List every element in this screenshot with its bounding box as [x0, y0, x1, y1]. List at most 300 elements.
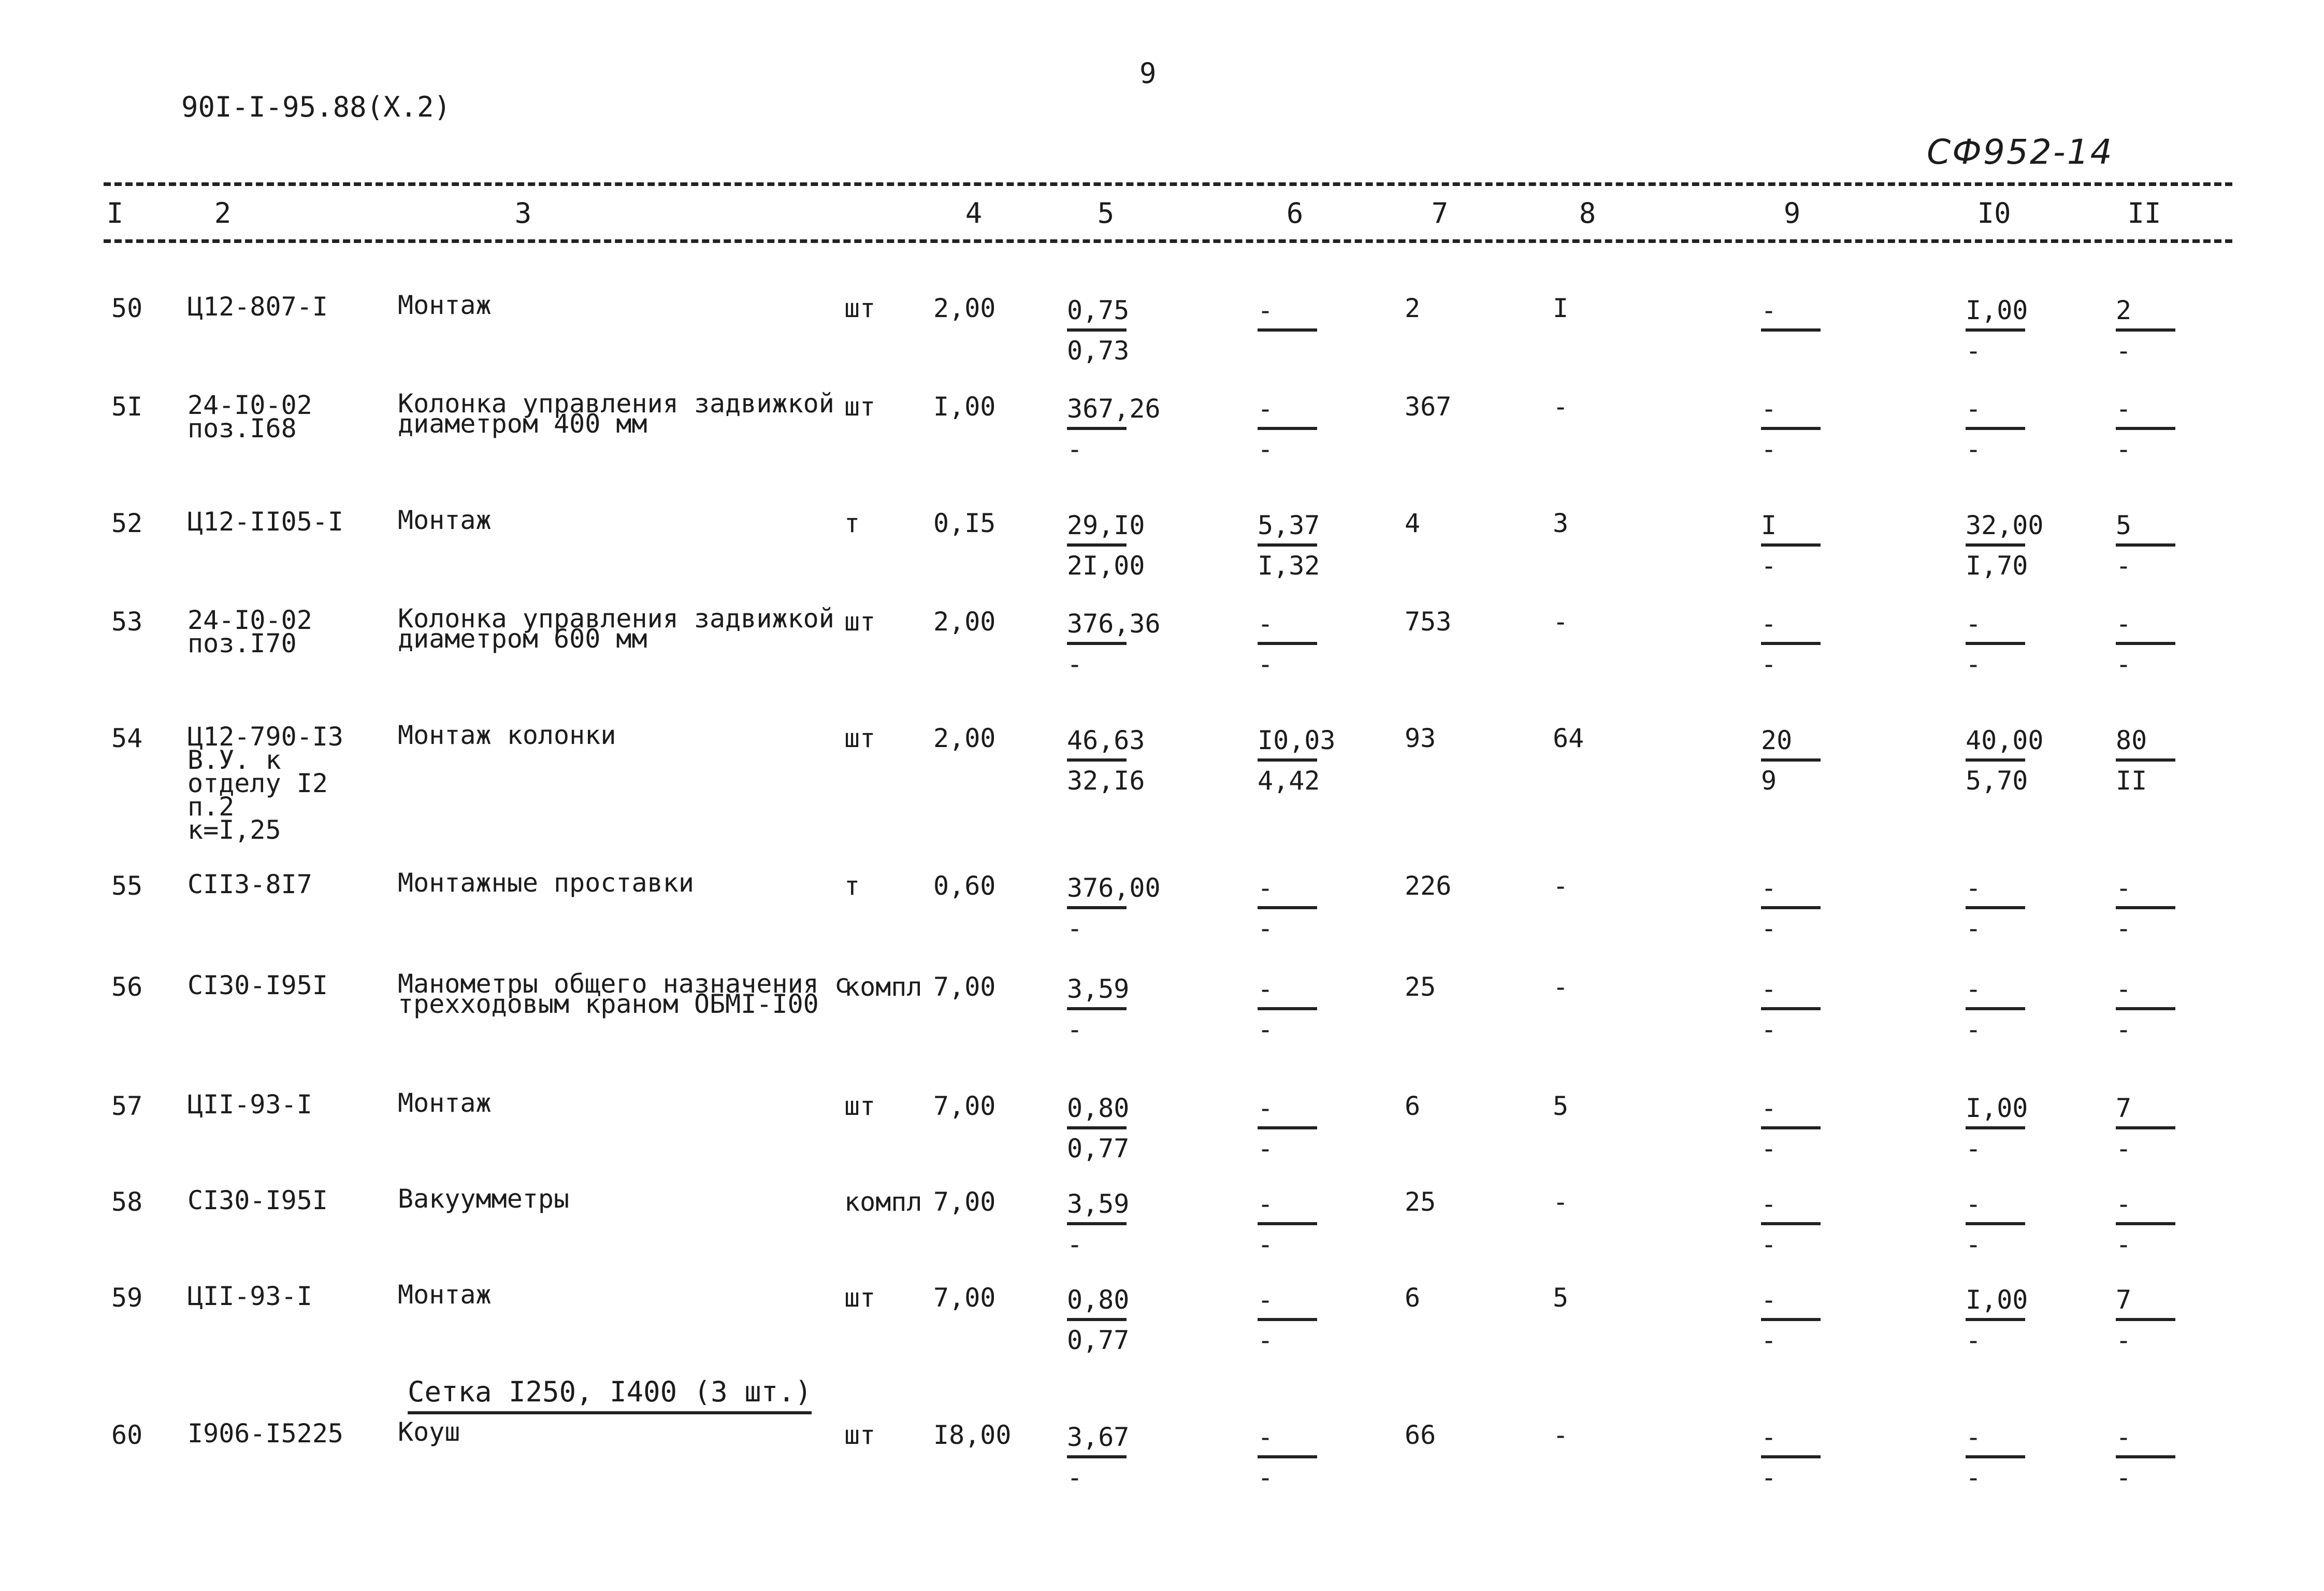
col9-value-denominator: - [1761, 551, 1777, 581]
col10-value-denominator: - [1966, 1014, 1982, 1044]
col10-value [1966, 1189, 2038, 1259]
col11-value-numerator: - [2116, 974, 2132, 1004]
col8-value: - [1553, 1187, 1569, 1217]
col5-value-numerator: 376,00 [1067, 873, 1161, 903]
col6-value [1258, 1189, 1330, 1259]
quantity: 0,60 [933, 871, 996, 901]
quantity: I8,00 [933, 1420, 1012, 1450]
work-name: Монтаж [398, 1088, 492, 1118]
col6-value-denominator: I,32 [1258, 551, 1320, 581]
col10-value-numerator: - [1966, 609, 1982, 639]
col10-value-numerator: - [1966, 873, 1982, 903]
col9-value-numerator: - [1761, 1285, 1777, 1315]
row-number: 58 [111, 1187, 143, 1217]
col11-value-fraction-bar [2116, 1126, 2175, 1129]
col9-value [1761, 1422, 1834, 1493]
col8-value: - [1553, 392, 1569, 422]
col5-value-denominator: - [1067, 1014, 1083, 1044]
col9-value-numerator: - [1761, 295, 1777, 325]
column-header-10: I0 [1977, 197, 2011, 230]
col9-value [1761, 725, 1834, 796]
col6-value [1258, 974, 1330, 1044]
price-code: 24-I0-02 поз.I68 [187, 390, 312, 443]
col5-value-fraction-bar [1067, 642, 1127, 645]
col11-value-numerator: - [2116, 394, 2132, 424]
col5-value [1067, 510, 1145, 581]
col5-value-denominator: - [1067, 649, 1083, 679]
col9-value [1761, 873, 1834, 943]
row-number: 55 [111, 871, 143, 901]
col6-value [1258, 394, 1330, 464]
col9-value-denominator: - [1761, 1229, 1777, 1259]
col6-value-fraction-bar [1258, 328, 1317, 332]
col11-value-fraction-bar [2116, 328, 2175, 332]
quantity: 0,I5 [933, 508, 996, 538]
col11-value [2116, 295, 2188, 366]
col8-value: - [1553, 1420, 1569, 1450]
col11-value-denominator: - [2116, 551, 2132, 581]
col5-value [1067, 1285, 1139, 1355]
col5-value [1067, 1422, 1139, 1493]
quantity: 7,00 [933, 1091, 996, 1121]
col9-value [1761, 609, 1834, 679]
unit: шт [844, 1283, 876, 1313]
col11-value-fraction-bar [2116, 1222, 2175, 1225]
col6-value-numerator: - [1258, 1189, 1274, 1219]
price-code: Ц12-II05-I [187, 507, 344, 537]
col6-value-denominator: - [1258, 649, 1274, 679]
col11-value-numerator: 7 [2116, 1285, 2132, 1315]
col5-value-denominator: 0,77 [1067, 1325, 1130, 1355]
col9-value-numerator: - [1761, 394, 1777, 424]
col6-value-numerator: - [1258, 1093, 1274, 1123]
col11-value-fraction-bar [2116, 758, 2175, 762]
handwritten-stamp-code: СФ952-14 [1927, 132, 2114, 172]
col11-value-fraction-bar [2116, 427, 2175, 430]
col11-value-fraction-bar [2116, 1455, 2175, 1458]
col11-value-denominator: - [2116, 649, 2132, 679]
col6-value-numerator: I0,03 [1258, 725, 1336, 755]
column-header-2: 2 [214, 197, 232, 230]
col5-value [1067, 295, 1139, 366]
col8-value: 3 [1553, 508, 1569, 538]
col5-value [1067, 1189, 1139, 1259]
col11-value-fraction-bar [2116, 543, 2175, 547]
col11-value-denominator: - [2116, 1134, 2132, 1164]
col10-value-denominator: - [1966, 336, 1982, 366]
col11-value [2116, 1285, 2188, 1355]
quantity: 7,00 [933, 1187, 996, 1217]
col5-value-numerator: 367,26 [1067, 394, 1161, 424]
col7-value: 6 [1405, 1283, 1421, 1313]
col8-value: - [1553, 607, 1569, 637]
work-name: Колонка управления задвижкой диаметром 400 мм [398, 389, 834, 439]
col7-value: 25 [1405, 1187, 1436, 1217]
col9-value-denominator: - [1761, 1014, 1777, 1044]
col10-value-denominator: - [1966, 434, 1982, 464]
col8-value: 5 [1553, 1283, 1569, 1313]
price-code: СII3-8I7 [187, 869, 312, 899]
col10-value [1966, 1093, 2038, 1164]
col10-value-denominator: - [1966, 1463, 1982, 1493]
column-header-1: I [106, 197, 124, 230]
quantity: 2,00 [933, 723, 996, 753]
col9-value-numerator: - [1761, 1189, 1777, 1219]
unit: компл [844, 972, 922, 1002]
col5-value-fraction-bar [1067, 1126, 1127, 1129]
col9-value-numerator: - [1761, 1422, 1777, 1452]
col9-value-fraction-bar [1761, 906, 1821, 909]
col6-value-fraction-bar [1258, 906, 1317, 909]
col5-value [1067, 1093, 1139, 1164]
col11-value [2116, 1093, 2188, 1164]
price-code: 24-I0-02 поз.I70 [187, 605, 312, 658]
col11-value [2116, 510, 2188, 581]
col11-value [2116, 873, 2188, 943]
col9-value-fraction-bar [1761, 1455, 1821, 1458]
col10-value-numerator: - [1966, 394, 1982, 424]
col9-value-denominator: - [1761, 434, 1777, 464]
col10-value-fraction-bar [1966, 427, 2025, 430]
col9-value-fraction-bar [1761, 1007, 1821, 1010]
col11-value-fraction-bar [2116, 1318, 2175, 1321]
price-code: ЦII-93-I [187, 1090, 312, 1120]
col10-value [1966, 394, 2038, 464]
col5-value-denominator: 2I,00 [1067, 551, 1145, 581]
col11-value-denominator: - [2116, 1014, 2132, 1044]
unit: шт [844, 723, 876, 753]
col5-value-fraction-bar [1067, 427, 1127, 430]
col11-value [2116, 725, 2188, 796]
work-name: Вакуумметры [398, 1184, 570, 1214]
col5-value [1067, 609, 1161, 679]
col9-value-denominator: - [1761, 913, 1777, 943]
col6-value-numerator: 5,37 [1258, 510, 1320, 540]
col9-value-fraction-bar [1761, 1126, 1821, 1129]
row-number: 60 [111, 1420, 143, 1450]
unit: шт [844, 1091, 876, 1121]
quantity: I,00 [933, 392, 996, 422]
col11-value-numerator: 2 [2116, 295, 2132, 325]
col11-value [2116, 1422, 2188, 1493]
col11-value-denominator: - [2116, 1325, 2132, 1355]
unit: компл [844, 1187, 922, 1217]
unit: т [844, 871, 860, 901]
col9-value-denominator: - [1761, 1134, 1777, 1164]
col6-value [1258, 1285, 1330, 1355]
col11-value-denominator: - [2116, 336, 2132, 366]
col11-value [2116, 394, 2188, 464]
col8-value: I [1553, 293, 1569, 323]
col9-value-fraction-bar [1761, 1222, 1821, 1225]
column-header-6: 6 [1286, 197, 1304, 230]
col6-value-numerator: - [1258, 974, 1274, 1004]
col6-value-numerator: - [1258, 295, 1274, 325]
col9-value [1761, 295, 1834, 366]
col6-value-denominator: - [1258, 1134, 1274, 1164]
col10-value-fraction-bar [1966, 543, 2025, 547]
col6-value-denominator [1258, 336, 1330, 366]
col10-value-numerator: - [1966, 974, 1982, 1004]
price-code: Ц12-807-I [187, 292, 328, 322]
col10-value-fraction-bar [1966, 328, 2025, 332]
col6-value [1258, 1093, 1330, 1164]
col10-value-denominator: - [1966, 1229, 1982, 1259]
col10-value-denominator: - [1966, 649, 1982, 679]
col7-value: 6 [1405, 1091, 1421, 1121]
col6-value-fraction-bar [1258, 427, 1317, 430]
col5-value-fraction-bar [1067, 328, 1127, 332]
col10-value-fraction-bar [1966, 1222, 2025, 1225]
col10-value-denominator: I,70 [1966, 551, 2028, 581]
col6-value-denominator: 4,42 [1258, 766, 1320, 796]
col10-value-fraction-bar [1966, 1455, 2025, 1458]
col8-value: - [1553, 871, 1569, 901]
col6-value [1258, 725, 1336, 796]
unit: шт [844, 1420, 876, 1450]
col9-value-numerator: - [1761, 1093, 1777, 1123]
col11-value [2116, 974, 2188, 1044]
col5-value-denominator: - [1067, 913, 1083, 943]
col8-value: - [1553, 972, 1569, 1002]
col6-value [1258, 609, 1330, 679]
col9-value-denominator: - [1761, 1463, 1777, 1493]
col6-value-fraction-bar [1258, 543, 1317, 547]
col11-value-fraction-bar [2116, 906, 2175, 909]
col9-value-fraction-bar [1761, 642, 1821, 645]
col9-value-numerator: - [1761, 873, 1777, 903]
col6-value [1258, 510, 1330, 581]
col9-value-denominator [1761, 336, 1834, 366]
col5-value-fraction-bar [1067, 758, 1127, 762]
col5-value-numerator: 29,I0 [1067, 510, 1145, 540]
col11-value-numerator: - [2116, 873, 2132, 903]
work-name: Монтаж колонки [398, 720, 616, 750]
col5-value-denominator: - [1067, 434, 1083, 464]
col9-value-denominator: 9 [1761, 766, 1777, 796]
col5-value-denominator: - [1067, 1463, 1083, 1493]
unit: шт [844, 392, 876, 422]
col6-value-denominator: - [1258, 434, 1274, 464]
work-name: Монтаж [398, 505, 492, 535]
col7-value: 25 [1405, 972, 1436, 1002]
col5-value-numerator: 3,67 [1067, 1422, 1130, 1452]
col10-value-numerator: I,00 [1966, 1093, 2028, 1123]
work-name: Коуш [398, 1417, 460, 1447]
col8-value: 5 [1553, 1091, 1569, 1121]
col6-value-denominator: - [1258, 913, 1274, 943]
col9-value-fraction-bar [1761, 1318, 1821, 1321]
col5-value [1067, 394, 1161, 464]
price-code: СI30-I95I [187, 1185, 328, 1215]
work-name: Колонка управления задвижкой диаметром 600 мм [398, 604, 834, 654]
row-number: 5I [111, 392, 143, 422]
column-header-7: 7 [1431, 197, 1449, 230]
row-number: 50 [111, 293, 143, 323]
col10-value-numerator: - [1966, 1189, 1982, 1219]
document-code: 90I-I-95.88(X.2) [181, 91, 451, 123]
column-header-11: II [2127, 197, 2161, 230]
col7-value: 93 [1405, 723, 1436, 753]
col6-value-numerator: - [1258, 609, 1274, 639]
col10-value-numerator: I,00 [1966, 295, 2028, 325]
col10-value-denominator: - [1966, 1134, 1982, 1164]
col11-value-denominator: - [2116, 1229, 2132, 1259]
col10-value [1966, 1422, 2038, 1493]
col6-value-numerator: - [1258, 873, 1274, 903]
col11-value-numerator: - [2116, 1189, 2132, 1219]
col9-value [1761, 1189, 1834, 1259]
col10-value-fraction-bar [1966, 1318, 2025, 1321]
column-header-3: 3 [514, 197, 532, 230]
col11-value-denominator: II [2116, 766, 2147, 796]
col10-value-denominator: - [1966, 1325, 1982, 1355]
col10-value-fraction-bar [1966, 1126, 2025, 1129]
col9-value [1761, 510, 1834, 581]
col5-value-fraction-bar [1067, 543, 1127, 547]
col5-value-denominator: 32,I6 [1067, 766, 1145, 796]
col5-value-denominator: - [1067, 1229, 1083, 1259]
col9-value-fraction-bar [1761, 543, 1821, 547]
col11-value [2116, 1189, 2188, 1259]
column-header-4: 4 [965, 197, 983, 230]
row-number: 53 [111, 607, 143, 637]
col7-value: 2 [1405, 293, 1421, 323]
col6-value-fraction-bar [1258, 1222, 1317, 1225]
col10-value-fraction-bar [1966, 906, 2025, 909]
row-number: 59 [111, 1283, 143, 1313]
work-name: Монтаж [398, 1280, 492, 1310]
col9-value-numerator: - [1761, 974, 1777, 1004]
column-header-8: 8 [1579, 197, 1596, 230]
col9-value-denominator: - [1761, 1325, 1777, 1355]
col9-value [1761, 1093, 1834, 1164]
col7-value: 367 [1405, 392, 1452, 422]
col6-value [1258, 295, 1330, 366]
col6-value-numerator: - [1258, 1422, 1274, 1452]
col6-value-fraction-bar [1258, 1318, 1317, 1321]
col6-value-fraction-bar [1258, 642, 1317, 645]
col9-value-numerator: - [1761, 609, 1777, 639]
price-code: СI30-I95I [187, 970, 328, 1000]
col11-value-numerator: - [2116, 1422, 2132, 1452]
row-number: 52 [111, 508, 143, 538]
col9-value-fraction-bar [1761, 328, 1821, 332]
col5-value [1067, 974, 1139, 1044]
col6-value-fraction-bar [1258, 1007, 1317, 1010]
col10-value-fraction-bar [1966, 642, 2025, 645]
unit: шт [844, 607, 876, 637]
col10-value-numerator: I,00 [1966, 1285, 2028, 1315]
col10-value-numerator: 32,00 [1966, 510, 2044, 540]
price-code: ЦII-93-I [187, 1281, 312, 1311]
col7-value: 226 [1405, 871, 1452, 901]
col5-value-numerator: 3,59 [1067, 974, 1130, 1004]
col6-value-fraction-bar [1258, 758, 1317, 762]
col6-value-denominator: - [1258, 1463, 1274, 1493]
col6-value-denominator: - [1258, 1325, 1274, 1355]
col5-value [1067, 873, 1161, 943]
col10-value-denominator: 5,70 [1966, 766, 2028, 796]
col7-value: 66 [1405, 1420, 1436, 1450]
col10-value-numerator: 40,00 [1966, 725, 2044, 755]
page-number: 9 [1139, 57, 1157, 90]
col10-value [1966, 510, 2044, 581]
col11-value [2116, 609, 2188, 679]
col9-value-numerator: 20 [1761, 725, 1793, 755]
col10-value [1966, 295, 2038, 366]
col6-value-fraction-bar [1258, 1455, 1317, 1458]
col11-value-numerator: 5 [2116, 510, 2132, 540]
col10-value [1966, 609, 2038, 679]
col11-value-fraction-bar [2116, 642, 2175, 645]
col11-value-denominator: - [2116, 1463, 2132, 1493]
section-heading: Сетка I250, I400 (3 шт.) [408, 1375, 812, 1414]
work-name: Монтажные проставки [398, 868, 694, 898]
work-name: Монтаж [398, 290, 492, 320]
col5-value-fraction-bar [1067, 1318, 1127, 1321]
col5-value-fraction-bar [1067, 1455, 1127, 1458]
col10-value [1966, 1285, 2038, 1355]
col6-value-denominator: - [1258, 1014, 1274, 1044]
col5-value-fraction-bar [1067, 1222, 1127, 1225]
price-code: Ц12-790-I3 В.У. к отделу I2 п.2 к=I,25 [187, 722, 344, 845]
col10-value [1966, 873, 2038, 943]
col5-value-denominator: 0,77 [1067, 1134, 1130, 1164]
col5-value-numerator: 0,80 [1067, 1093, 1130, 1123]
col10-value-denominator: - [1966, 913, 1982, 943]
row-number: 54 [111, 723, 143, 753]
col5-value-numerator: 0,75 [1067, 295, 1130, 325]
col11-value-fraction-bar [2116, 1007, 2175, 1010]
column-header-5: 5 [1097, 197, 1115, 230]
price-code: I906-I5225 [187, 1418, 344, 1449]
col11-value-numerator: - [2116, 609, 2132, 639]
col5-value-numerator: 0,80 [1067, 1285, 1130, 1315]
quantity: 7,00 [933, 972, 996, 1002]
col11-value-numerator: 80 [2116, 725, 2147, 755]
unit: т [844, 508, 860, 538]
col6-value-denominator: - [1258, 1229, 1274, 1259]
col9-value-fraction-bar [1761, 427, 1821, 430]
work-name: Манометры общего назначения с трехходовым краном ОБМI-I00 [398, 969, 850, 1019]
col11-value-denominator: - [2116, 434, 2132, 464]
col5-value-denominator: 0,73 [1067, 336, 1130, 366]
col10-value-fraction-bar [1966, 758, 2025, 762]
col11-value-denominator: - [2116, 913, 2132, 943]
col5-value [1067, 725, 1145, 796]
col6-value-numerator: - [1258, 394, 1274, 424]
col9-value [1761, 394, 1834, 464]
col5-value-numerator: 376,36 [1067, 609, 1161, 639]
col6-value [1258, 873, 1330, 943]
col9-value-fraction-bar [1761, 758, 1821, 762]
col6-value [1258, 1422, 1330, 1493]
col5-value-fraction-bar [1067, 906, 1127, 909]
col10-value [1966, 974, 2038, 1044]
col11-value-numerator: 7 [2116, 1093, 2132, 1123]
col6-value-fraction-bar [1258, 1126, 1317, 1129]
col9-value [1761, 974, 1834, 1044]
col5-value-numerator: 3,59 [1067, 1189, 1130, 1219]
col5-value-numerator: 46,63 [1067, 725, 1145, 755]
col7-value: 753 [1405, 607, 1452, 637]
col10-value-numerator: - [1966, 1422, 1982, 1452]
col9-value-denominator: - [1761, 649, 1777, 679]
quantity: 7,00 [933, 1283, 996, 1313]
col5-value-fraction-bar [1067, 1007, 1127, 1010]
row-number: 57 [111, 1091, 143, 1121]
